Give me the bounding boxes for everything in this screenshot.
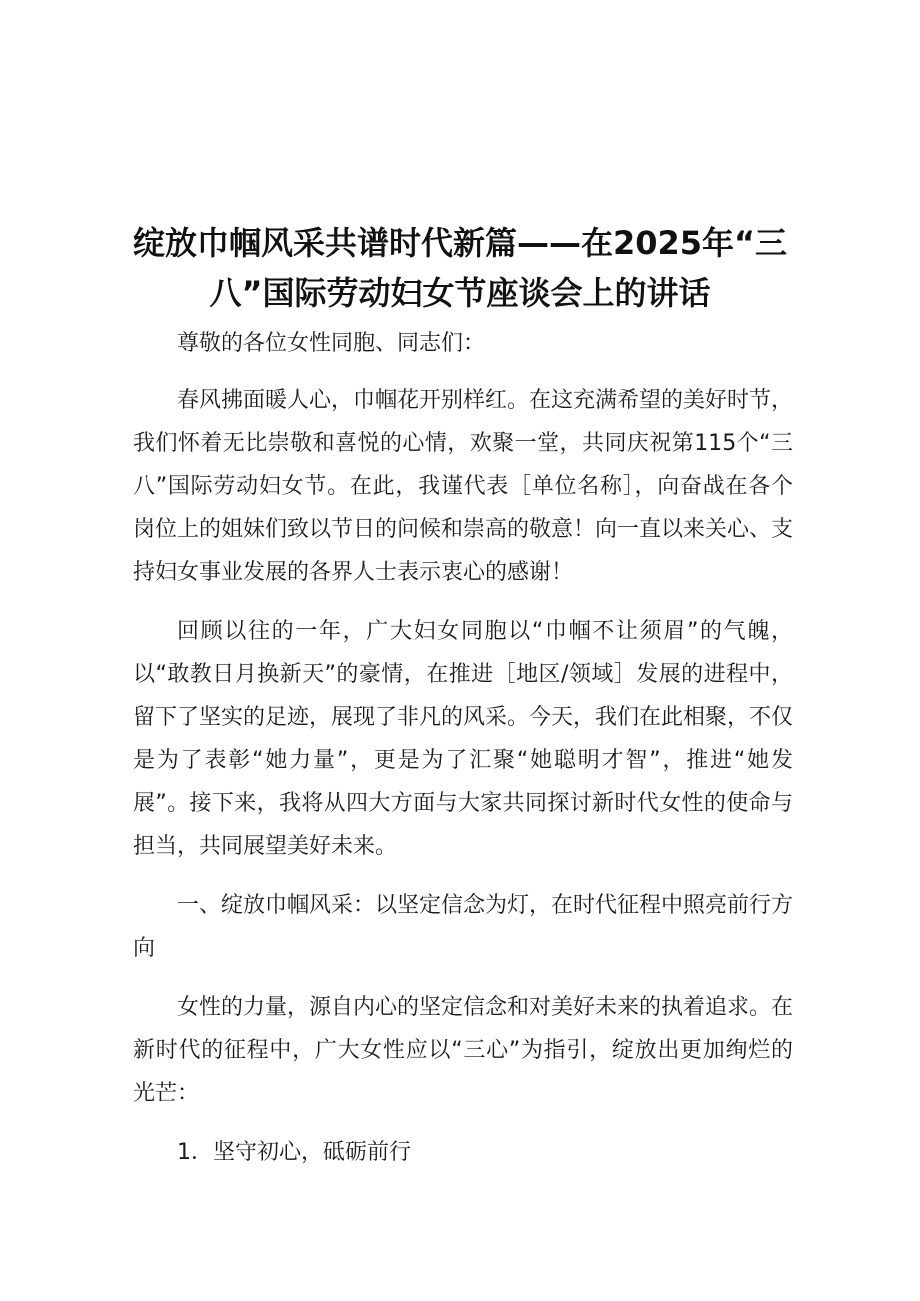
document-title: 绽放巾帼风采共谱时代新篇——在2025年“三八”国际劳动妇女节座谈会上的讲话 (132, 224, 788, 312)
section-heading: 一、绽放巾帼风采：以坚定信念为灯，在时代征程中照亮前行方向 (133, 893, 794, 961)
paragraph-opening: 春风拂面暖人心，巾帼花开别样红。在这充满希望的美好时节，我们怀着无比崇敬和喜悦的心情，欢聚一堂，共同庆祝第115个“三八”国际劳动妇女节。在此，我谨代表［单位名称］，向奋战在各个岗位上的姐妹们致以节日的问候和崇高的敬意！向一直以来关心、支持妇女事业发展的各界人士表示衷心的感谢！ (133, 388, 794, 585)
paragraph-review: 回顾以往的一年，广大妇女同胞以“巾帼不让须眉”的气魄，以“敢教日月换新天”的豪情，在推进［地区/领域］发展的进程中，留下了坚实的足迹，展现了非凡的风采。今天，我们在此相聚，不仅是为了表彰“她力量”，更是为了汇聚“她聪明才智”，推进“她发展”。接下来，我将从四大方面与大家共同探讨新时代女性的使命与担当，共同展望美好未来。 (133, 619, 794, 859)
salutation: 尊敬的各位女性同胞、同志们： (177, 331, 486, 356)
document-body (133, 322, 793, 1174)
subheading: 1．坚守初心，砥砺前行 (177, 1140, 411, 1165)
section-paragraph: 女性的力量，源自内心的坚定信念和对美好未来的执着追求。在新时代的征程中，广大女性应以“三心”为指引，绽放出更加绚烂的光芒： (133, 995, 794, 1106)
